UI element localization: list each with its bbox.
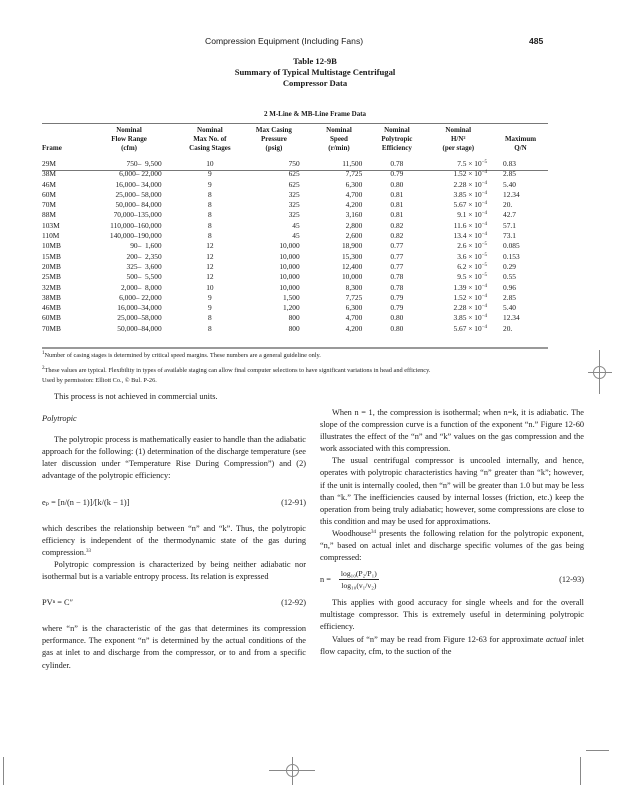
cell-stages: 8 bbox=[208, 210, 212, 220]
cell-pressure: 10,000 bbox=[279, 272, 300, 282]
table-row bbox=[42, 169, 548, 179]
cell-flow: 70,000–135,000 bbox=[113, 210, 162, 220]
table-top-rule bbox=[42, 123, 548, 124]
cell-eff: 0.78 bbox=[390, 159, 404, 168]
paragraph: When n = 1, the compression is isothermal; when n=k, it is adiabatic. The slope of the compression curve is a function of the exponent “n.” Figure 12-60 illustrates the effect of the “n” and “k” values on the gas compression and the work associated with this compression. bbox=[320, 408, 584, 454]
cell-max-qn: 2.85 bbox=[503, 169, 516, 179]
cell-frame: 70M bbox=[42, 200, 56, 210]
cell-flow: 6,000– 22,000 bbox=[119, 169, 162, 179]
cell-pressure: 45 bbox=[292, 231, 300, 241]
cell-max-qn: 20. bbox=[503, 323, 513, 333]
cell-head-per-stage: $3.6 \times 10^{-5}$ bbox=[457, 251, 488, 261]
cell-pressure: 750 bbox=[288, 159, 300, 168]
column-header: Maximum Q/N bbox=[504, 135, 537, 152]
cell-frame: 20MB bbox=[42, 261, 61, 271]
table-row bbox=[42, 159, 548, 169]
table-row bbox=[42, 262, 548, 272]
cell-speed: 6,300 bbox=[345, 179, 363, 189]
table-row bbox=[42, 210, 548, 220]
cell-stages: 8 bbox=[208, 200, 212, 210]
cell-max-qn: 12.34 bbox=[503, 313, 520, 323]
table-row bbox=[42, 293, 548, 303]
cell-head-per-stage: $2.28 \times 10^{-4}$ bbox=[453, 179, 488, 189]
table-footnotes bbox=[42, 351, 582, 387]
table-row bbox=[42, 252, 548, 262]
cell-max-qn: 42.7 bbox=[503, 210, 516, 220]
cell-stages: 8 bbox=[208, 220, 212, 230]
paragraph: Values of “n” may be read from Figure 12-63 for approximate actual inlet flow capacity, cfm, to the suction of the bbox=[320, 634, 584, 656]
cell-flow: 16,000–34,000 bbox=[117, 303, 162, 313]
cell-eff: 0.81 bbox=[390, 200, 404, 210]
cell-eff: 0.82 bbox=[390, 231, 404, 241]
paragraph: The usual centrifugal compressor is uncooled internally, and hence, operates with polytropic characteristics having “n” greater than “k”; however, if the unit is internally cooled, then “n” will be greater than 1.0 but may be less than “k.” The inefficiencies caused by internal losses (friction, etc.) keep the operation from being truly adiabatic; however, some compressions are close to this condition and may be used for approximations. bbox=[320, 456, 584, 526]
table-row bbox=[42, 272, 548, 282]
cell-max-qn: 0.55 bbox=[503, 272, 516, 282]
cell-stages: 12 bbox=[206, 251, 214, 261]
cell-pressure: 1,500 bbox=[283, 292, 300, 302]
cell-speed: 2,800 bbox=[345, 220, 363, 230]
cell-eff: 0.79 bbox=[390, 169, 404, 179]
cell-stages: 8 bbox=[208, 313, 212, 323]
cell-pressure: 325 bbox=[288, 189, 300, 199]
cell-head-per-stage: $3.85 \times 10^{-4}$ bbox=[453, 189, 488, 199]
cell-eff: 0.80 bbox=[390, 179, 404, 189]
cell-eff: 0.77 bbox=[390, 251, 404, 261]
cell-flow: 25,000– 58,000 bbox=[115, 189, 162, 199]
table-row bbox=[42, 324, 548, 334]
cell-frame: 46MB bbox=[42, 303, 61, 313]
cell-head-per-stage: $5.67 \times 10^{-4}$ bbox=[453, 200, 488, 210]
cell-pressure: 10,000 bbox=[279, 282, 300, 292]
cell-speed: 4,200 bbox=[345, 200, 363, 210]
cell-frame: 70MB bbox=[42, 323, 61, 333]
cell-speed: 4,700 bbox=[345, 189, 363, 199]
table-title-line1: Summary of Typical Multistage Centrifugal bbox=[234, 67, 396, 77]
cell-stages: 12 bbox=[206, 272, 214, 282]
cell-max-qn: 73.1 bbox=[503, 231, 516, 241]
cell-speed: 4,700 bbox=[345, 313, 363, 323]
cell-head-per-stage: $6.2 \times 10^{-5}$ bbox=[457, 261, 488, 271]
cell-max-qn: 0.085 bbox=[503, 241, 520, 251]
cell-pressure: 625 bbox=[288, 179, 300, 189]
cell-head-per-stage: $2.6 \times 10^{-5}$ bbox=[457, 241, 488, 251]
cell-head-per-stage: $13.4 \times 10^{-4}$ bbox=[453, 231, 488, 241]
cell-frame: 60M bbox=[42, 189, 56, 199]
cell-frame: 10MB bbox=[42, 241, 61, 251]
cell-pressure: 800 bbox=[288, 323, 300, 333]
left-column bbox=[42, 391, 306, 672]
cell-speed: 6,300 bbox=[345, 303, 363, 313]
cell-speed: 7,725 bbox=[345, 292, 363, 302]
paragraph: which describes the relationship between “n” and “k”. Thus, the polytropic efficiency is independent of the thermodynamic state of the gas during compression.$^{33}$ bbox=[42, 523, 306, 557]
footnote-2: $^2$These values are typical. Flexibility in types of available staging can allow final computer selections to have significant variations in head and efficiency. bbox=[42, 365, 431, 374]
cell-flow: 500– 5,500 bbox=[126, 272, 162, 282]
cell-max-qn: 20. bbox=[503, 200, 513, 210]
cell-stages: 10 bbox=[206, 159, 214, 168]
cell-eff: 0.81 bbox=[390, 210, 404, 220]
cell-eff: 0.82 bbox=[390, 220, 404, 230]
cell-head-per-stage: $9.1 \times 10^{-4}$ bbox=[457, 210, 488, 220]
cell-flow: 16,000– 34,000 bbox=[115, 179, 162, 189]
cell-pressure: 1,200 bbox=[283, 303, 300, 313]
cell-pressure: 10,000 bbox=[279, 241, 300, 251]
table-title-line2: Compressor Data bbox=[282, 78, 348, 88]
cell-flow: 200– 2,350 bbox=[126, 251, 162, 261]
cell-max-qn: 2.85 bbox=[503, 292, 516, 302]
cell-frame: 32MB bbox=[42, 282, 61, 292]
cell-stages: 8 bbox=[208, 189, 212, 199]
paragraph: Woodhouse$^{34}$ presents the following relation for the polytropic exponent, “n,” based on actual inlet and discharge specific volumes of the gas being compressed: bbox=[320, 528, 584, 563]
cell-frame: 103M bbox=[42, 220, 60, 230]
cell-speed: 15,300 bbox=[341, 251, 363, 261]
cell-head-per-stage: $3.85 \times 10^{-4}$ bbox=[453, 313, 488, 323]
cell-flow: 90– 1,600 bbox=[130, 241, 162, 251]
cell-speed: 18,900 bbox=[341, 241, 363, 251]
page-number: 485 bbox=[529, 36, 544, 46]
table-row bbox=[42, 303, 548, 313]
cell-eff: 0.77 bbox=[390, 241, 404, 251]
cell-speed: 8,300 bbox=[345, 282, 363, 292]
cell-pressure: 10,000 bbox=[279, 251, 300, 261]
fraction: $\frac{\text{log₁₀(P₂/P₁)}}{\text{log₁₀(v₁/v₂)}}$ bbox=[340, 569, 377, 591]
cell-pressure: 325 bbox=[288, 200, 300, 210]
cell-eff: 0.78 bbox=[390, 272, 404, 282]
cell-head-per-stage: $1.52 \times 10^{-4}$ bbox=[453, 292, 488, 302]
column-header: Frame bbox=[42, 144, 62, 152]
cell-stages: 10 bbox=[206, 282, 214, 292]
compressor-data-table bbox=[42, 126, 548, 334]
cell-pressure: 325 bbox=[288, 210, 300, 220]
cell-frame: 38MB bbox=[42, 292, 61, 302]
cell-max-qn: 57.1 bbox=[503, 220, 516, 230]
cell-flow: 110,000–160,000 bbox=[110, 220, 162, 230]
column-header: Max Casing Pressure (psig) bbox=[255, 126, 292, 152]
cell-stages: 12 bbox=[206, 241, 214, 251]
cell-head-per-stage: $7.5 \times 10^{-5}$ bbox=[457, 159, 488, 168]
cell-head-per-stage: $2.28 \times 10^{-4}$ bbox=[453, 303, 488, 313]
cell-frame: 88M bbox=[42, 210, 56, 220]
cell-pressure: 45 bbox=[292, 220, 300, 230]
table-header-row bbox=[42, 126, 548, 159]
equation-12-92: PVⁿ = C″ (12-92) bbox=[42, 598, 306, 608]
column-header: Nominal Max No. of Casing Stages bbox=[189, 126, 231, 152]
right-column bbox=[320, 407, 584, 658]
cell-flow: 140,000–190,000 bbox=[109, 231, 162, 241]
column-header: Nominal H/N² (per stage) bbox=[442, 126, 475, 152]
intro-sentence: This process is not achieved in commercial units. bbox=[54, 392, 218, 401]
section-heading-polytropic: Polytropic bbox=[42, 414, 77, 424]
paragraph: where “n” is the characteristic of the gas that determines its compression performance. The exponent “n” is determined by the actual conditions of the gas at inlet to and discharge from the compressor, or to and from a specific cylinder. bbox=[42, 624, 306, 670]
cell-speed: 11,500 bbox=[342, 159, 363, 168]
cell-stages: 8 bbox=[208, 231, 212, 241]
table-title bbox=[0, 56, 630, 89]
cell-stages: 8 bbox=[208, 323, 212, 333]
cell-flow: 50,000–84,000 bbox=[117, 323, 162, 333]
table-row bbox=[42, 180, 548, 190]
cell-frame: 38M bbox=[42, 169, 56, 179]
cell-eff: 0.77 bbox=[390, 261, 404, 271]
cell-max-qn: 0.29 bbox=[503, 261, 516, 271]
cell-pressure: 10,000 bbox=[279, 261, 300, 271]
cell-eff: 0.80 bbox=[390, 323, 404, 333]
paragraph: Polytropic compression is characterized by being neither adiabatic nor isothermal but is a variable entropy process. Its relation is expressed bbox=[42, 559, 306, 582]
cell-frame: 25MB bbox=[42, 272, 61, 282]
cell-flow: 25,000–58,000 bbox=[117, 313, 162, 323]
table-row bbox=[42, 241, 548, 251]
cell-flow: 6,000– 22,000 bbox=[119, 292, 162, 302]
cell-stages: 9 bbox=[208, 169, 212, 179]
table-label: Table 12-9B bbox=[293, 56, 337, 66]
cell-eff: 0.78 bbox=[390, 282, 404, 292]
cell-flow: 750– 9,500 bbox=[126, 159, 162, 168]
cell-head-per-stage: $11.6 \times 10^{-4}$ bbox=[453, 220, 488, 230]
cell-max-qn: 12.34 bbox=[503, 189, 520, 199]
cell-stages: 9 bbox=[208, 179, 212, 189]
cell-speed: 3,160 bbox=[345, 210, 363, 220]
crop-mark-corner bbox=[586, 750, 609, 751]
table-subtitle: 2 M-Line & MB-Line Frame Data bbox=[263, 110, 367, 118]
table-row bbox=[42, 190, 548, 200]
cell-head-per-stage: $9.5 \times 10^{-5}$ bbox=[457, 272, 488, 282]
cell-stages: 9 bbox=[208, 303, 212, 313]
cell-speed: 10,000 bbox=[341, 272, 363, 282]
cell-frame: 29M bbox=[42, 159, 56, 168]
table-row bbox=[42, 283, 548, 293]
table-row bbox=[42, 231, 548, 241]
cell-stages: 9 bbox=[208, 292, 212, 302]
credit-line: Used by permission: Elliott Co., © Bul. P-26. bbox=[42, 377, 157, 384]
table-row bbox=[42, 200, 548, 210]
cell-eff: 0.81 bbox=[390, 189, 404, 199]
column-header: Nominal Speed (r/min) bbox=[326, 126, 352, 152]
cell-speed: 12,400 bbox=[341, 261, 363, 271]
cell-max-qn: 5.40 bbox=[503, 179, 516, 189]
equation-12-91: eₚ = [n/(n − 1)]/[k/(k − 1)] (12-91) bbox=[42, 497, 306, 507]
cell-stages: 12 bbox=[206, 261, 214, 271]
cell-pressure: 800 bbox=[288, 313, 300, 323]
table-row bbox=[42, 221, 548, 231]
cell-max-qn: 5.40 bbox=[503, 303, 516, 313]
cell-flow: 50,000– 84,000 bbox=[115, 200, 162, 210]
equation-12-93: n = $\frac{\text{log₁₀(P₂/P₁)}}{\text{log₁₀(v₁/v₂)}}$ (12-93) bbox=[320, 569, 584, 591]
cell-flow: 2,000– 8,000 bbox=[120, 282, 162, 292]
cell-frame: 110M bbox=[42, 231, 60, 241]
cell-pressure: 625 bbox=[288, 169, 300, 179]
crop-mark-right bbox=[580, 757, 581, 785]
paragraph: This applies with good accuracy for single wheels and for the overall multistage compressor. This is extremely useful in determining polytropic efficiency. bbox=[320, 598, 584, 632]
cell-max-qn: 0.96 bbox=[503, 282, 516, 292]
footnote-1: $^1$Number of casing stages is determined by critical speed margins. These numbers are a general guideline only. bbox=[42, 351, 321, 359]
cell-speed: 2,600 bbox=[345, 231, 363, 241]
crop-mark-left bbox=[3, 757, 4, 785]
cell-eff: 0.79 bbox=[390, 303, 404, 313]
column-header: Nominal Polytropic Efficiency bbox=[381, 126, 413, 152]
cell-flow: 325– 3,600 bbox=[126, 261, 162, 271]
cell-head-per-stage: $1.52 \times 10^{-4}$ bbox=[453, 169, 488, 179]
cell-head-per-stage: $5.67 \times 10^{-4}$ bbox=[453, 323, 488, 333]
cell-eff: 0.80 bbox=[390, 313, 404, 323]
cell-frame: 46M bbox=[42, 179, 56, 189]
running-head: Compression Equipment (Including Fans) bbox=[205, 36, 364, 46]
table-row bbox=[42, 313, 548, 323]
cell-speed: 7,725 bbox=[345, 169, 363, 179]
column-header: Nominal Flow Range (cfm) bbox=[111, 126, 147, 152]
table-bottom-rule bbox=[42, 347, 548, 349]
cell-speed: 4,200 bbox=[345, 323, 363, 333]
paragraph: The polytropic process is mathematically easier to handle than the adiabatic approach for the following: (1) determination of the discharge temperature (see later discussion under “Temperature Rise During Compression”) and (2) advantage of the polytropic efficiency: bbox=[42, 435, 306, 481]
cell-eff: 0.79 bbox=[390, 292, 404, 302]
cell-head-per-stage: $1.39 \times 10^{-4}$ bbox=[453, 282, 488, 292]
cell-frame: 15MB bbox=[42, 251, 61, 261]
cell-frame: 60MB bbox=[42, 313, 61, 323]
cell-max-qn: 0.83 bbox=[503, 159, 516, 168]
cell-max-qn: 0.153 bbox=[503, 251, 520, 261]
